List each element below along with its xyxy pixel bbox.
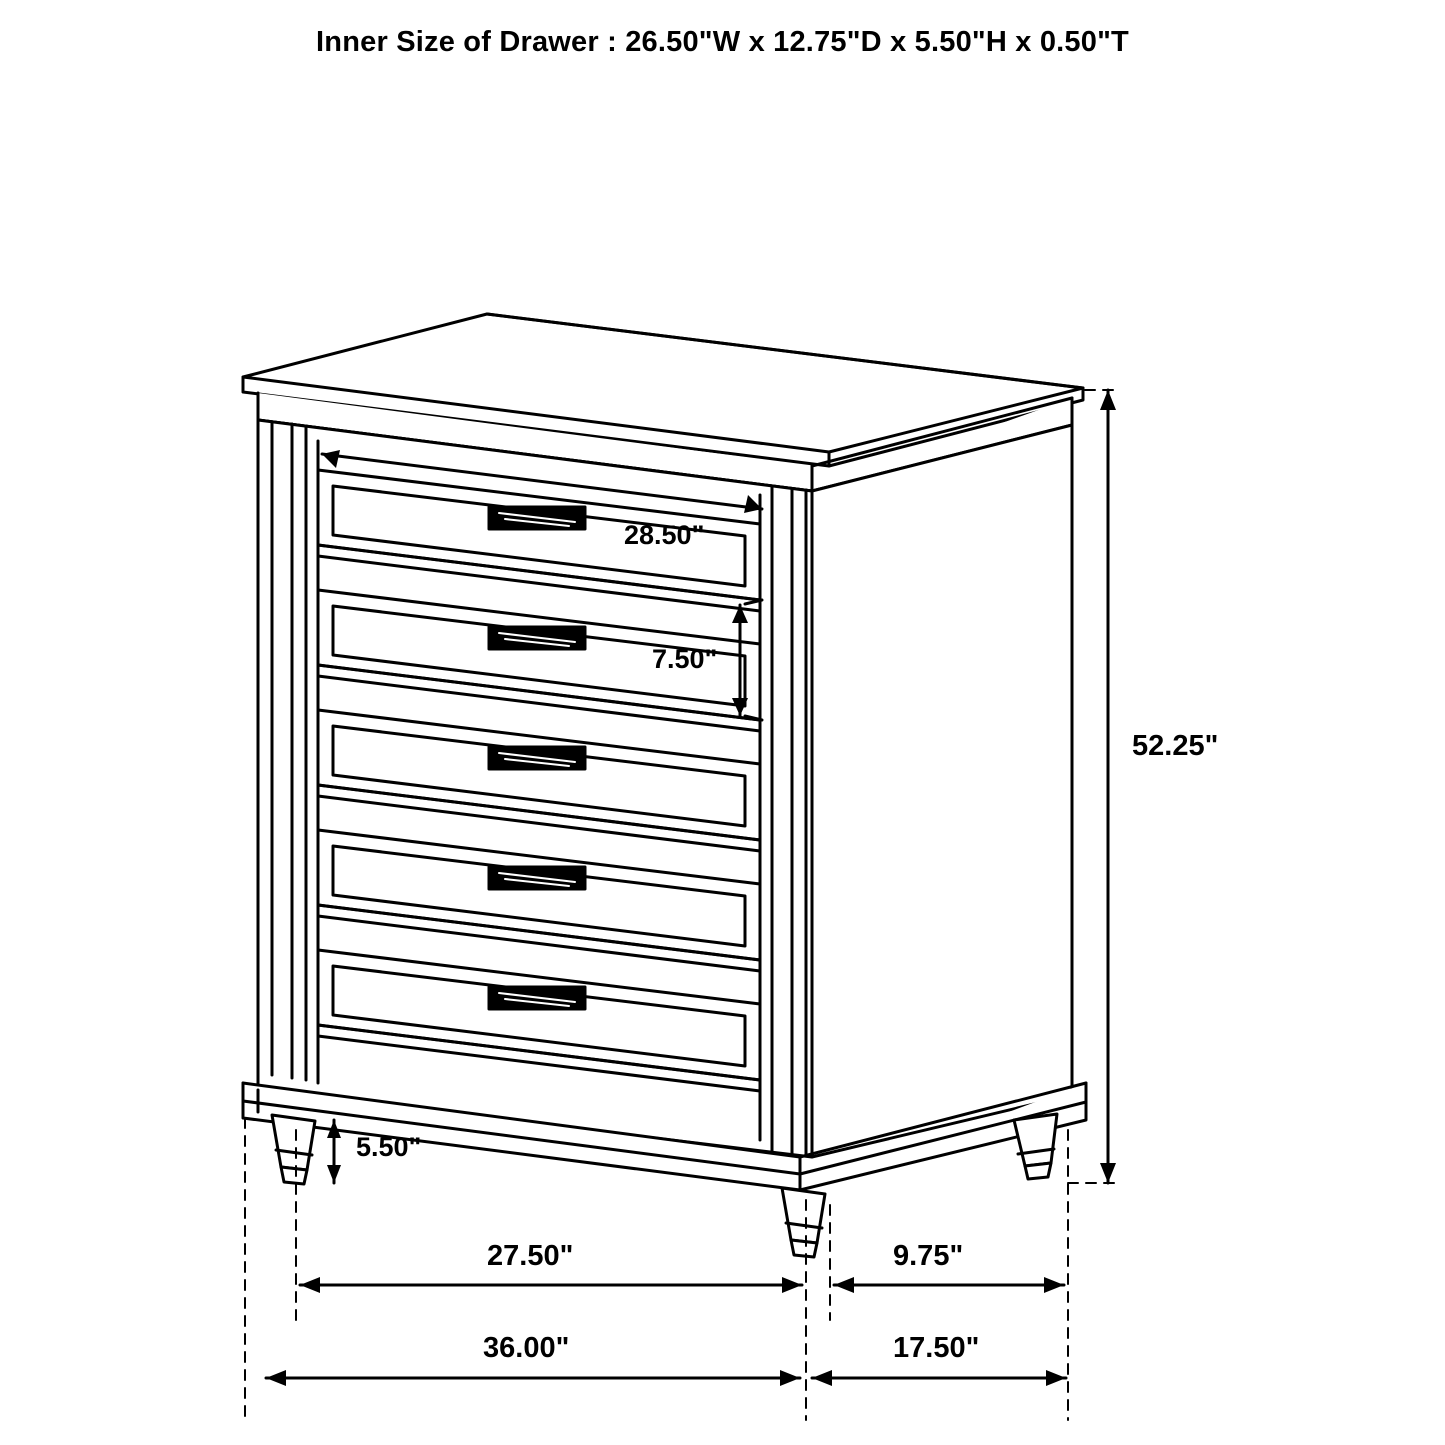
drawer-5-handle (489, 987, 585, 1009)
leg-back-right (1014, 1114, 1057, 1179)
drawer-4-handle (489, 867, 585, 889)
dim-label-overall-depth: 17.50" (893, 1332, 980, 1364)
drawer-1-handle (489, 507, 585, 529)
dim-label-overall-height: 52.25" (1132, 730, 1219, 762)
leg-front-right (782, 1188, 825, 1257)
dim-overall-width (266, 1370, 800, 1386)
dim-label-side-depth: 9.75" (893, 1240, 964, 1272)
dim-overall-height-extensions (1068, 390, 1120, 1183)
dim-overall-depth (812, 1370, 1066, 1386)
dim-label-drawer-height: 7.50" (652, 644, 718, 674)
dim-leg-span (300, 1277, 802, 1293)
leg-front-left (272, 1115, 315, 1184)
dim-label-leg-height: 5.50" (356, 1132, 422, 1162)
dim-label-drawer-width: 28.50" (624, 520, 705, 550)
dim-label-overall-width: 36.00" (483, 1332, 570, 1364)
chest-case-side (812, 425, 1072, 1157)
dim-label-leg-span: 27.50" (487, 1240, 574, 1272)
drawer-3-handle (489, 747, 585, 769)
drawer-2-handle (489, 627, 585, 649)
page-title: Inner Size of Drawer : 26.50"W x 12.75"D x 5.50"H x 0.50"T (316, 26, 1129, 58)
dim-side-depth (834, 1277, 1064, 1293)
dim-overall-height (1100, 390, 1116, 1183)
